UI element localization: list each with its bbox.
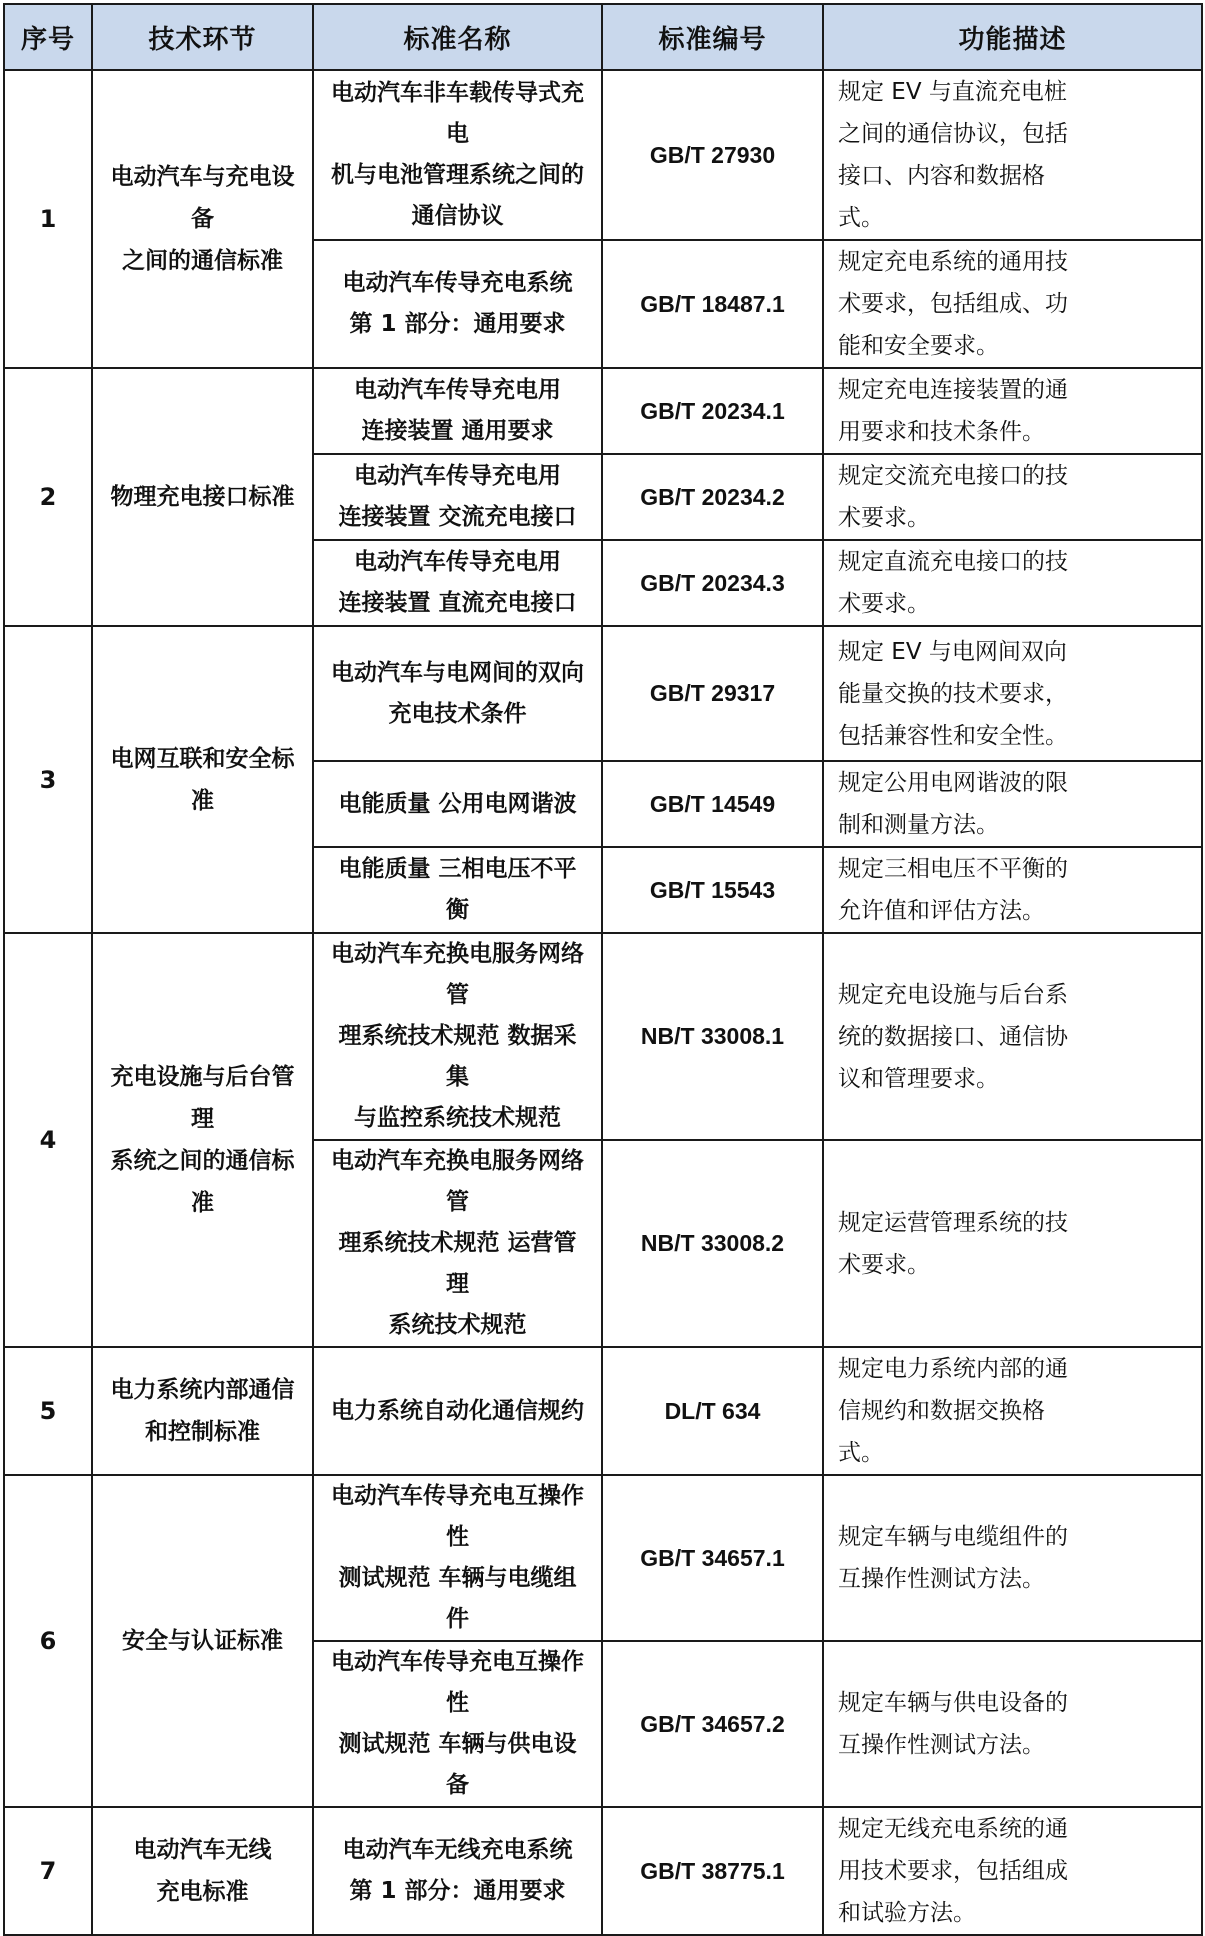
cell-standard-name-line: 电动汽车传导充电用 xyxy=(354,377,561,403)
cell-standard-code: GB/T 27930 xyxy=(602,70,823,240)
cell-description-line: 式。 xyxy=(838,205,884,231)
cell-standard-name-line: 系统技术规范 xyxy=(388,1312,527,1338)
cell-stage xyxy=(92,368,313,626)
cell-standard-name-line: 第 1 部分：通用要求 xyxy=(349,311,566,337)
cell-description xyxy=(823,1140,1202,1347)
cell-description-line: 规定交流充电接口的技 xyxy=(838,463,1068,489)
cell-standard-name xyxy=(313,1807,602,1935)
cell-stage-line: 充电标准 xyxy=(156,1879,249,1905)
cell-description xyxy=(823,847,1202,933)
cell-description-line: 之间的通信协议，包括 xyxy=(838,121,1068,147)
table-row xyxy=(4,70,1202,240)
cell-standard-name-line: 电能质量 三相电压不平衡 xyxy=(338,856,577,923)
cell-standard-code: GB/T 34657.2 xyxy=(602,1641,823,1807)
table-row xyxy=(4,1475,1202,1641)
cell-description-line: 能和安全要求。 xyxy=(838,333,999,359)
cell-standard-code: NB/T 33008.2 xyxy=(602,1140,823,1347)
cell-standard-name xyxy=(313,1475,602,1641)
table-row xyxy=(4,368,1202,454)
cell-index: 2 xyxy=(4,368,92,626)
cell-standard-name xyxy=(313,1140,602,1347)
cell-stage-line: 物理充电接口标准 xyxy=(110,484,295,510)
cell-standard-code: GB/T 20234.1 xyxy=(602,368,823,454)
cell-standard-name xyxy=(313,540,602,626)
cell-index: 3 xyxy=(4,626,92,933)
cell-standard-name xyxy=(313,1641,602,1807)
cell-description-line: 制和测量方法。 xyxy=(838,812,999,838)
cell-description-line: 互操作性测试方法。 xyxy=(838,1566,1045,1592)
cell-standard-name xyxy=(313,454,602,540)
cell-description-line: 规定运营管理系统的技 xyxy=(838,1209,1068,1236)
cell-stage-line: 充电设施与后台管理 xyxy=(110,1064,295,1132)
cell-standard-name-line: 电动汽车传导充电用 xyxy=(354,463,561,489)
cell-description xyxy=(823,761,1202,847)
cell-description-line: 和试验方法。 xyxy=(838,1900,976,1926)
cell-standard-code: GB/T 38775.1 xyxy=(602,1807,823,1935)
table-row xyxy=(4,1807,1202,1935)
cell-standard-name xyxy=(313,240,602,368)
cell-standard-code: GB/T 34657.1 xyxy=(602,1475,823,1641)
cell-description-line: 统的数据接口、通信协 xyxy=(838,1023,1068,1050)
cell-index: 1 xyxy=(4,70,92,368)
cell-description-line: 规定充电系统的通用技 xyxy=(838,249,1068,275)
cell-stage-line: 电网互联和安全标准 xyxy=(110,745,295,814)
cell-standard-name-line: 电动汽车传导充电系统 xyxy=(342,270,573,296)
cell-standard-name-line: 电动汽车充换电服务网络管 xyxy=(331,941,584,1008)
cell-description-line: 用技术要求，包括组成 xyxy=(838,1858,1068,1884)
cell-description-line: 规定电力系统内部的通 xyxy=(838,1356,1068,1382)
cell-description-line: 式。 xyxy=(838,1440,884,1466)
header-name: 标准名称 xyxy=(313,4,602,70)
cell-standard-name-line: 电动汽车传导充电互操作性 xyxy=(331,1483,584,1550)
cell-stage-line: 之间的通信标准 xyxy=(122,248,283,274)
cell-standard-code: GB/T 29317 xyxy=(602,626,823,761)
cell-standard-code: GB/T 20234.3 xyxy=(602,540,823,626)
cell-index: 6 xyxy=(4,1475,92,1807)
cell-standard-code: GB/T 20234.2 xyxy=(602,454,823,540)
cell-description-line: 术要求。 xyxy=(838,1251,930,1278)
cell-description-line: 接口、内容和数据格 xyxy=(838,163,1045,189)
cell-stage-line: 系统之间的通信标准 xyxy=(110,1148,295,1216)
cell-stage xyxy=(92,1807,313,1935)
cell-description-line: 允许值和评估方法。 xyxy=(838,898,1045,924)
cell-description-line: 用要求和技术条件。 xyxy=(838,419,1045,445)
cell-standard-name xyxy=(313,70,602,240)
cell-standard-name-line: 电动汽车传导充电用 xyxy=(354,549,561,575)
cell-description xyxy=(823,240,1202,368)
cell-standard-name-line: 机与电池管理系统之间的 xyxy=(331,162,584,188)
cell-description-line: 规定公用电网谐波的限 xyxy=(838,770,1068,796)
cell-description xyxy=(823,70,1202,240)
cell-description-line: 能量交换的技术要求， xyxy=(838,680,1068,707)
cell-description-line: 术要求。 xyxy=(838,505,930,531)
cell-stage-line: 电动汽车无线 xyxy=(133,1837,272,1863)
cell-description-line: 规定 EV 与电网间双向 xyxy=(838,638,1067,665)
cell-description xyxy=(823,933,1202,1140)
cell-description-line: 术要求，包括组成、功 xyxy=(838,291,1068,317)
cell-standard-name xyxy=(313,626,602,761)
cell-description xyxy=(823,626,1202,761)
cell-description-line: 规定 EV 与直流充电桩 xyxy=(838,79,1067,105)
cell-description-line: 规定充电连接装置的通 xyxy=(838,377,1068,403)
cell-standard-name-line: 测试规范 车辆与供电设备 xyxy=(338,1731,577,1798)
cell-stage xyxy=(92,70,313,368)
cell-description-line: 规定车辆与电缆组件的 xyxy=(838,1524,1068,1550)
cell-description-line: 规定直流充电接口的技 xyxy=(838,549,1068,575)
cell-index: 7 xyxy=(4,1807,92,1935)
cell-index: 5 xyxy=(4,1347,92,1475)
cell-standard-name-line: 电动汽车传导充电互操作性 xyxy=(331,1649,584,1716)
cell-standard-name-line: 理系统技术规范 运营管理 xyxy=(338,1230,577,1297)
cell-stage xyxy=(92,1475,313,1807)
cell-standard-code: GB/T 18487.1 xyxy=(602,240,823,368)
cell-stage xyxy=(92,626,313,933)
cell-description-line: 互操作性测试方法。 xyxy=(838,1732,1045,1758)
cell-description xyxy=(823,1641,1202,1807)
cell-description xyxy=(823,368,1202,454)
header-index: 序号 xyxy=(4,4,92,70)
cell-description-line: 规定三相电压不平衡的 xyxy=(838,856,1068,882)
header-code: 标准编号 xyxy=(602,4,823,70)
cell-standard-name-line: 电动汽车与电网间的双向 xyxy=(331,659,584,686)
cell-standard-name xyxy=(313,368,602,454)
cell-standard-name-line: 电能质量 公用电网谐波 xyxy=(338,790,577,817)
cell-stage-line: 电动汽车与充电设备 xyxy=(110,164,295,232)
standards-table-wrapper xyxy=(3,3,1203,1936)
cell-index: 4 xyxy=(4,933,92,1347)
cell-standard-name-line: 测试规范 车辆与电缆组件 xyxy=(338,1565,577,1632)
cell-standard-name xyxy=(313,761,602,847)
cell-description xyxy=(823,1475,1202,1641)
cell-description-line: 规定车辆与供电设备的 xyxy=(838,1690,1068,1716)
cell-standard-name-line: 连接装置 直流充电接口 xyxy=(338,590,577,616)
cell-standard-name-line: 充电技术条件 xyxy=(388,700,527,727)
cell-standard-name xyxy=(313,1347,602,1475)
cell-stage-line: 和控制标准 xyxy=(145,1419,260,1445)
cell-standard-code: GB/T 15543 xyxy=(602,847,823,933)
cell-description-line: 规定无线充电系统的通 xyxy=(838,1816,1068,1842)
table-row xyxy=(4,1347,1202,1475)
table-row xyxy=(4,626,1202,761)
header-description: 功能描述 xyxy=(823,4,1202,70)
cell-stage-line: 电力系统内部通信 xyxy=(110,1377,295,1403)
cell-stage xyxy=(92,933,313,1347)
cell-description xyxy=(823,1807,1202,1935)
cell-standard-name-line: 连接装置 交流充电接口 xyxy=(338,504,577,530)
cell-standard-name-line: 通信协议 xyxy=(411,203,504,229)
cell-standard-code: DL/T 634 xyxy=(602,1347,823,1475)
table-row xyxy=(4,933,1202,1140)
header-row xyxy=(4,4,1202,70)
cell-description-line: 术要求。 xyxy=(838,591,930,617)
cell-standard-name xyxy=(313,933,602,1140)
cell-description-line: 议和管理要求。 xyxy=(838,1065,999,1092)
cell-description-line: 信规约和数据交换格 xyxy=(838,1398,1045,1424)
cell-stage xyxy=(92,1347,313,1475)
cell-description xyxy=(823,454,1202,540)
cell-standard-name-line: 理系统技术规范 数据采集 xyxy=(338,1023,577,1090)
cell-standard-name-line: 电动汽车无线充电系统 xyxy=(342,1837,573,1863)
cell-description-line: 规定充电设施与后台系 xyxy=(838,981,1068,1008)
header-stage: 技术环节 xyxy=(92,4,313,70)
cell-standard-name-line: 电动汽车非车载传导式充电 xyxy=(331,80,584,147)
cell-standard-code: NB/T 33008.1 xyxy=(602,933,823,1140)
cell-stage-line: 安全与认证标准 xyxy=(122,1628,283,1654)
cell-description xyxy=(823,540,1202,626)
cell-standard-name-line: 与监控系统技术规范 xyxy=(354,1105,561,1131)
cell-standard-name-line: 连接装置 通用要求 xyxy=(361,418,554,444)
cell-standard-name xyxy=(313,847,602,933)
cell-standard-code: GB/T 14549 xyxy=(602,761,823,847)
cell-description xyxy=(823,1347,1202,1475)
cell-standard-name-line: 电力系统自动化通信规约 xyxy=(331,1397,584,1424)
cell-description-line: 包括兼容性和安全性。 xyxy=(838,722,1068,749)
cell-standard-name-line: 电动汽车充换电服务网络管 xyxy=(331,1148,584,1215)
table-body xyxy=(4,70,1202,1935)
cell-standard-name-line: 第 1 部分：通用要求 xyxy=(349,1878,566,1904)
standards-table xyxy=(3,3,1203,1936)
